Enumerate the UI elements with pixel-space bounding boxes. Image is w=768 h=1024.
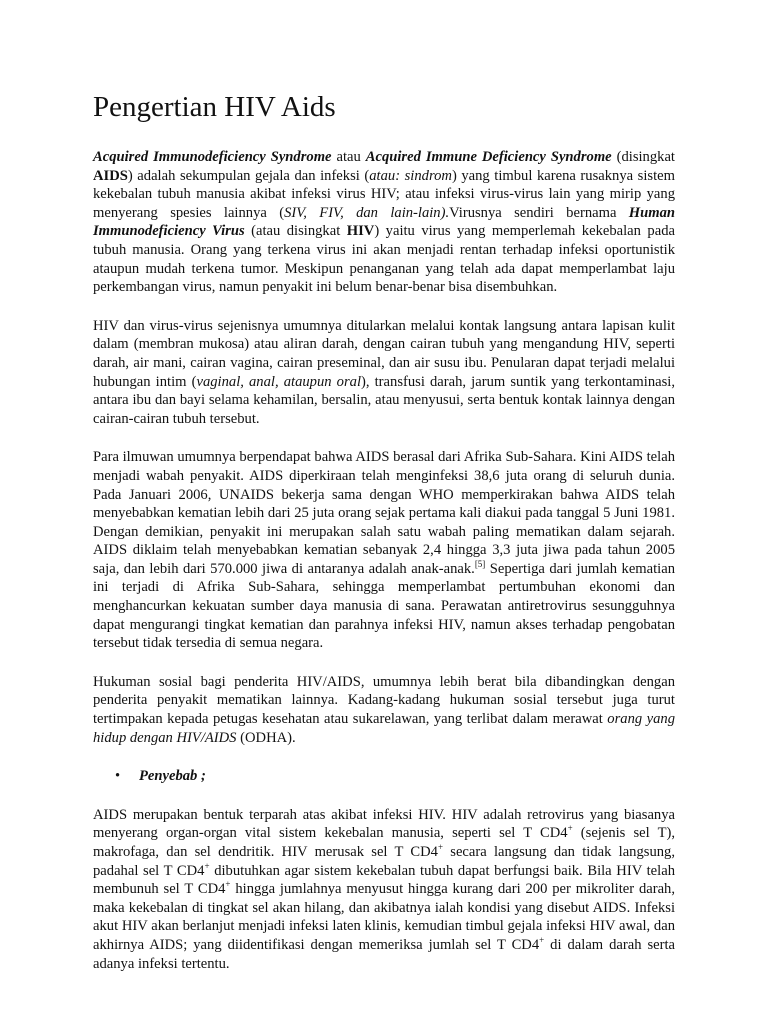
bullet-label: Penyebab ;: [139, 768, 206, 785]
paragraph-transmission: HIV dan virus-virus sejenisnya umumnya ditularkan melalui kontak langsung antara lapisan kulit dalam (membran mukosa) atau aliran darah, dengan cairan tubuh yang mengandung HIV, seperti darah, air mani, cairan vagina, cairan preseminal, dan air susu ibu. Penularan dapat terjadi melalui hubungan intim (vaginal, anal, ataupun oral), transfusi darah, jarum suntik yang terkontaminasi, antara ibu dan bayi selama kehamilan, bersalin, atau menyusui, serta bentuk kontak lainnya dengan cairan-cairan tubuh tersebut.: [93, 317, 675, 427]
reference-5: [5]: [474, 558, 486, 569]
term-human-immunodeficiency-virus: Human Immunodeficiency Virus: [93, 204, 676, 240]
paragraph-epidemic: Para ilmuwan umumnya berpendapat bahwa AIDS berasal dari Afrika Sub-Sahara. Kini AIDS telah menjadi wabah penyakit. AIDS diperkiraan telah menginfeksi 38,6 juta orang di seluruh dunia. Pada Januari 2006, UNAIDS bekerja sama dengan WHO memperkirakan bahwa AIDS telah menyebabkan kematian lebih dari 25 juta orang sejak pertama kali diakui pada tanggal 5 Juni 1981. Dengan demikian, penyakit ini merupakan salah satu wabah paling mematikan dalam sejarah. AIDS diklaim telah menyebabkan kematian sebanyak 2,4 hingga 3,3 juta jiwa pada tahun 2005 saja, dan lebih dari 570.000 jiwa di antaranya adalah anak-anak.[5] Sepertiga dari jumlah kematian ini terjadi di Afrika Sub-Sahara, sehingga memperlambat pertumbuhan ekonomi dan menghancurkan kekuatan sumber daya manusia di sana. Perawatan antiretrovirus sesungguhnya dapat mengurangi tingkat kematian dan parahnya infeksi HIV, namun akses terhadap pengobatan tersebut tidak tersedia di semua negara.: [93, 449, 676, 652]
page-title: Pengertian HIV Aids: [93, 91, 336, 123]
bullet-item-penyebab: [93, 767, 675, 786]
document-body: [93, 148, 675, 973]
term-acquired-immune-deficiency-syndrome: Acquired Immune Deficiency Syndrome: [365, 149, 612, 165]
bullet-icon: •: [115, 768, 121, 785]
abbr-hiv: HIV: [346, 223, 375, 240]
abbr-aids: AIDS: [93, 167, 128, 184]
paragraph-social-stigma: Hukuman sosial bagi penderita HIV/AIDS, umumnya lebih berat bila dibandingkan dengan penderita penyakit mematikan lainnya. Kadang-kadang hukuman sosial tersebut juga turut tertimpakan kepada petugas kesehatan atau sukarelawan, yang terlibat dalam merawat orang yang hidup dengan HIV/AIDS (ODHA).: [93, 673, 675, 746]
paragraph-cause: AIDS merupakan bentuk terparah atas akibat infeksi HIV. HIV adalah retrovirus yang biasanya menyerang organ-organ vital sistem kekebalan manusia, seperti sel T CD4+ (sejenis sel T), makrofaga, dan sel dendritik. HIV merusak sel T CD4+ secara langsung dan tidak langsung, padahal sel T CD4+ dibutuhkan agar sistem kekebalan tubuh dapat berfungsi baik. Bila HIV telah membunuh sel T CD4+ hingga jumlahnya menyusut hingga kurang dari 200 per mikroliter darah, maka kekebalan di tingkat sel akan hilang, dan akibatnya ialah kondisi yang disebut AIDS. Infeksi akut HIV akan berlanjut menjadi infeksi laten klinis, kemudian timbul gejala infeksi HIV awal, dan akhirnya AIDS; yang diidentifikasi dengan memeriksa jumlah sel T CD4+ di dalam darah serta adanya infeksi tertentu.: [93, 806, 675, 972]
paragraph-definition: Acquired Immunodeficiency Syndrome atau Acquired Immune Deficiency Syndrome (disingkat AIDS) adalah sekumpulan gejala dan infeksi (atau: sindrom) yang timbul karena rusaknya sistem kekebalan tubuh manusia akibat infeksi virus HIV; atau infeksi virus-virus lain yang mirip yang menyerang spesies lainnya (SIV, FIV, dan lain-lain).Virusnya sendiri bernama Human Immunodeficiency Virus (atau disingkat HIV) yaitu virus yang memperlemah kekebalan pada tubuh manusia. Orang yang terkena virus ini akan menjadi rentan terhadap infeksi oportunistik ataupun mudah terkena tumor. Meskipun penanganan yang telah ada dapat memperlambat laju perkembangan virus, namun penyakit ini belum benar-benar bisa disembuhkan.: [93, 149, 676, 296]
term-acquired-immunodeficiency-syndrome: Acquired Immunodeficiency Syndrome: [93, 149, 332, 165]
